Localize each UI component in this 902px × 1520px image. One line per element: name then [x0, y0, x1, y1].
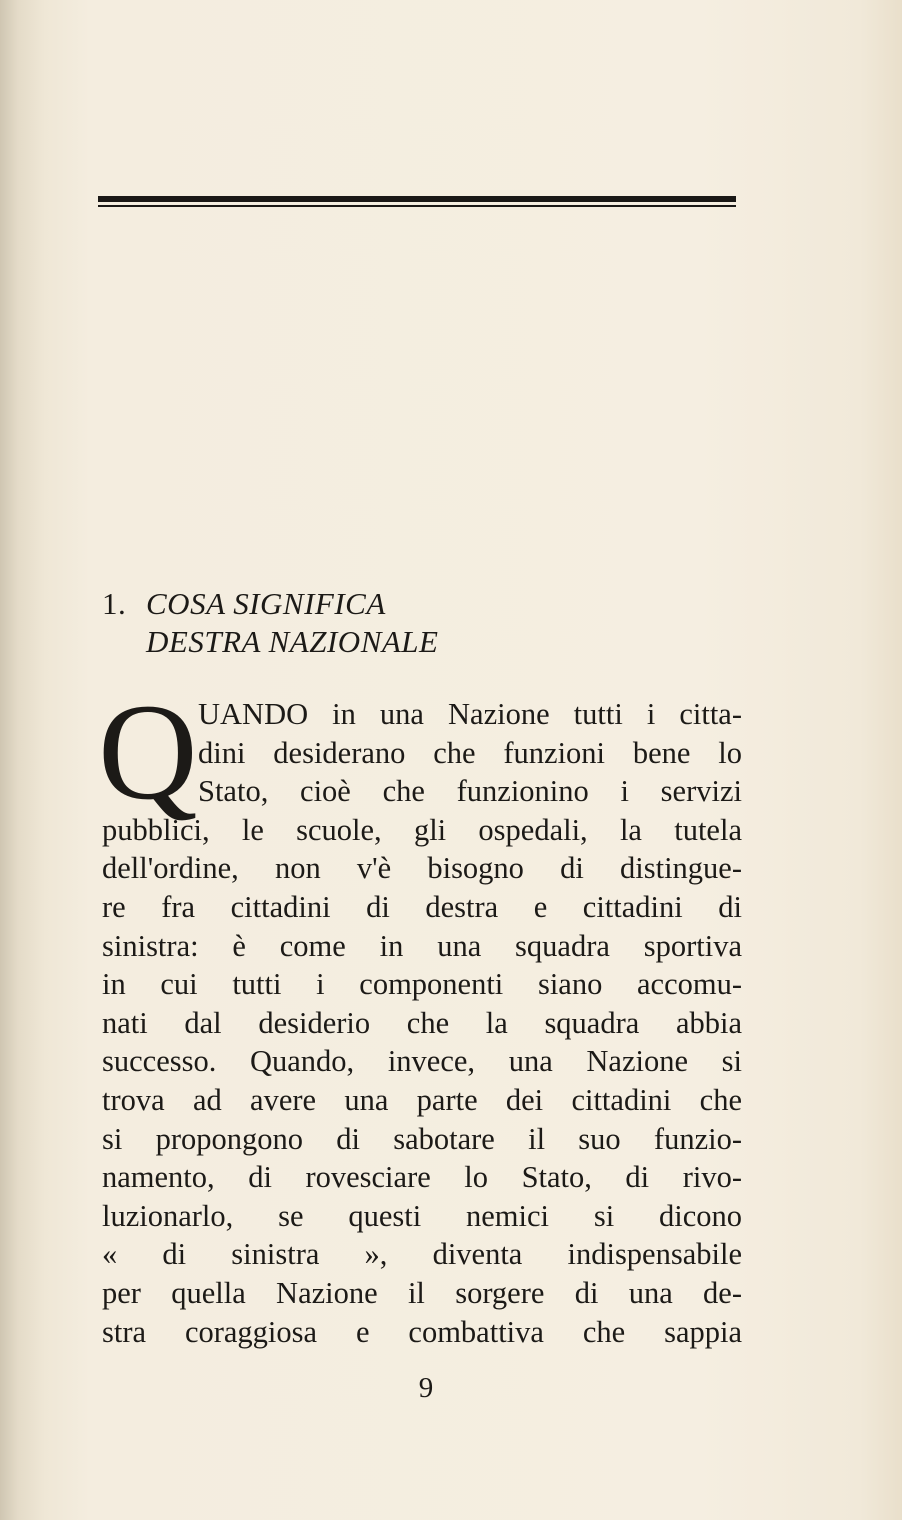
text-line: trova ad avere una parte dei cittadini che — [102, 1082, 742, 1117]
chapter-title-line1: COSA SIGNIFICA — [146, 586, 386, 621]
page-number: 9 — [418, 1372, 434, 1404]
text-line: successo. Quando, invece, una Nazione si — [102, 1044, 742, 1079]
text-line: si propongono di sabotare il suo funzio- — [102, 1121, 742, 1156]
chapter-title-line2: DESTRA NAZIONALE — [146, 624, 439, 659]
text-line: dell'ordine, non v'è bisogno di distingue- — [102, 851, 742, 886]
text-line: sinistra: è come in una squadra sportiva — [102, 928, 742, 963]
text-line: in cui tutti i componenti siano accomu- — [102, 967, 742, 1002]
text-line: namento, di rovesciare lo Stato, di rivo- — [102, 1160, 742, 1195]
text-line: luzionarlo, se questi nemici si dicono — [102, 1198, 742, 1233]
text-line: per quella Nazione il sorgere di una de- — [102, 1275, 742, 1310]
text-line: stra coraggiosa e combattiva che sappia — [102, 1314, 742, 1349]
header-rule-thin — [98, 205, 736, 207]
text-line: nati dal desiderio che la squadra abbia — [102, 1005, 742, 1040]
text-line: UANDO in una Nazione tutti i citta- — [198, 697, 742, 731]
text-line: « di sinistra », diventa indispensabile — [102, 1237, 742, 1272]
drop-cap: Q — [98, 675, 198, 828]
chapter-number: 1. — [102, 586, 127, 621]
text-line: pubblici, le scuole, gli ospedali, la tutela — [102, 812, 742, 847]
text-line: dini desiderano che funzioni bene lo — [198, 735, 742, 770]
text-line: Stato, cioè che funzionino i servizi — [198, 774, 742, 809]
body-paragraph — [102, 695, 742, 1351]
header-rule-thick — [98, 196, 736, 202]
text-line: re fra cittadini di destra e cittadini di — [102, 889, 742, 924]
chapter-heading — [102, 585, 438, 661]
